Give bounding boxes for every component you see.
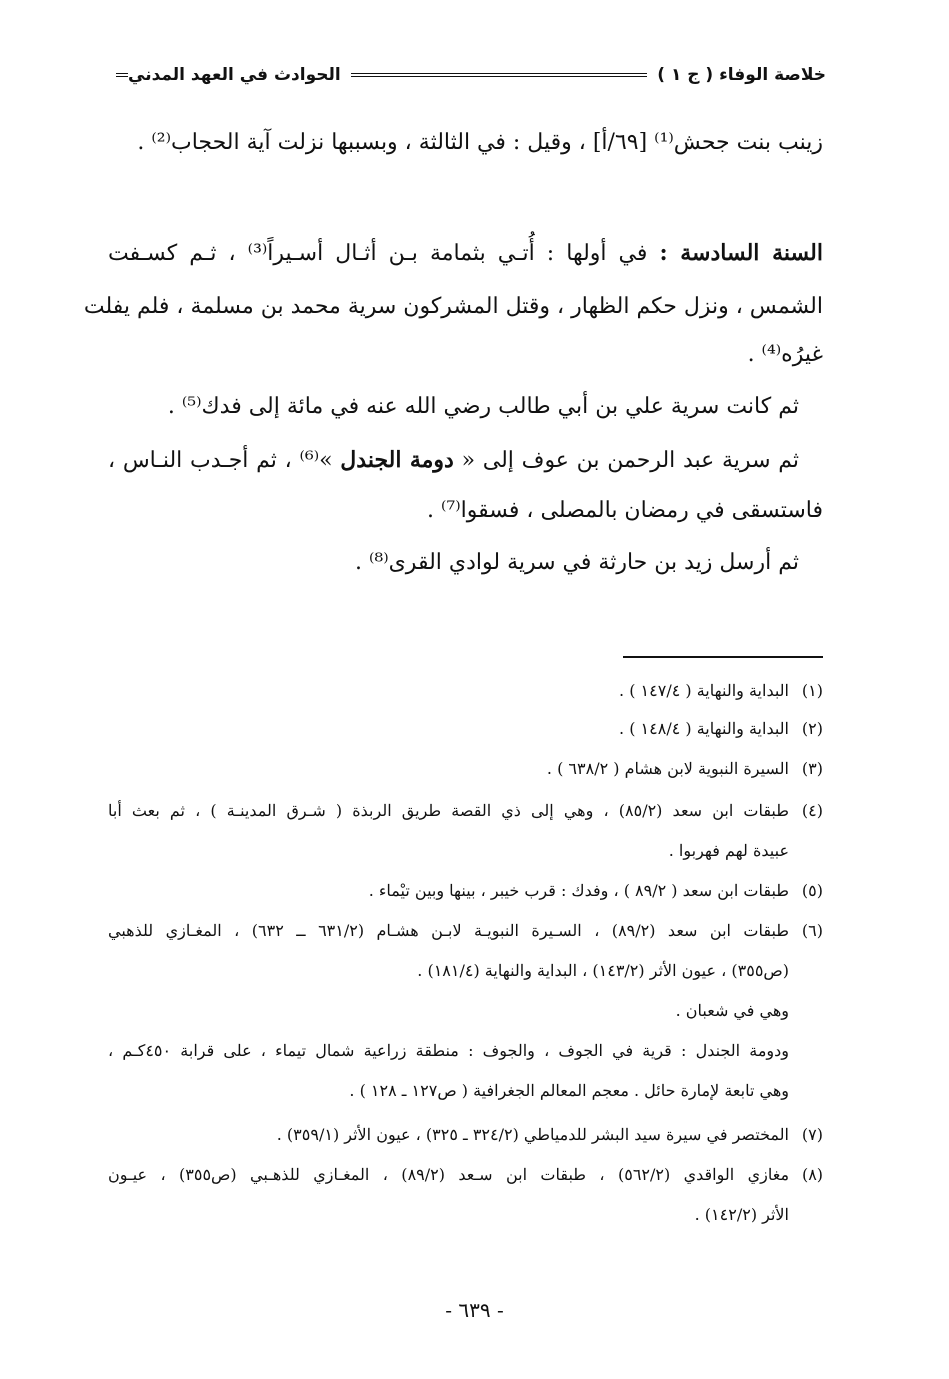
footnote-number: (٥) [801, 881, 823, 900]
footnote-7 [277, 1124, 823, 1146]
body-line-6b: »⁽⁶⁾ ، ثم أجـدب النـاس ، [108, 448, 341, 473]
footnote-3 [547, 758, 823, 780]
footnote-text: طبقات ابن سعد (٨٩/٢) ، السـيرة النبويـة لابـن هشـام (٦٣١/٢ ــ ٦٣٢) ، المغـازي للذهبي [108, 921, 790, 940]
running-header [108, 58, 826, 92]
footnote-number: (٦) [801, 921, 824, 940]
body-line-2 [108, 238, 823, 269]
footnote-number: (١) [801, 681, 823, 700]
footnote-number: (٣) [801, 759, 823, 778]
footnote-4-cont: عبيدة لهم فهربوا . [668, 841, 789, 860]
body-line-6a: ثم سرية عبد الرحمن بن عوف إلى « [453, 448, 799, 473]
footnote-text: السيرة النبوية لابن هشام ( ٦٣٨/٢ ) . [546, 759, 789, 778]
footnote-text: مغازي الواقدي (٥٦٢/٢) ، طبقات ابن سـعد (٨٩/٢) ، المغـازي للذهـبي (ص٣٥٥) ، عيـون [108, 1165, 790, 1184]
footnote-text: طبقات ابن سعد (٨٥/٢) ، وهي إلى ذي القصة طريق الربذة ( شـرق المدينـة ) ، ثم بعث أبا [108, 801, 789, 820]
footnote-6-cont-4: وهي تابعة لإمارة حائل . معجم المعالم الجغرافية ( ص١٢٧ ـ ١٢٨ ) . [349, 1081, 789, 1100]
book-title: خلاصة الوفاء ( ج ١ ) [657, 65, 826, 85]
footnote-8-cont: الأثر (١٤٢/٢) . [694, 1205, 789, 1224]
footnote-number: (٧) [801, 1125, 823, 1144]
page-number: - ٦٣٩ - [445, 1298, 504, 1322]
footnote-8 [108, 1164, 823, 1186]
body-line-5: ثم كانت سرية علي بن أبي طالب رضي الله عنه في مائة إلى فدك⁽⁵⁾ . [167, 394, 799, 419]
section-title: الحوادث في العهد المدني [128, 65, 341, 85]
footnote-text: المختصر في سيرة سيد البشر للدمياطي (٣٢٤/٢ ـ ٣٢٥) ، عيون الأثر (٣٥٩/١) . [276, 1125, 789, 1144]
header-rule-end [116, 73, 128, 77]
body-line-1: زينب بنت جحش⁽¹⁾ [٦٩/أ] ، وقيل : في الثالثة ، وبسببها نزلت آية الحجاب⁽²⁾ . [137, 130, 823, 155]
place-name-bold: دومة الجندل [340, 447, 454, 473]
footnote-6-cont-1: (ص٣٥٥) ، عيون الأثر (١٤٣/٢) ، البداية والنهاية (١٨١/٤) . [417, 961, 789, 980]
body-line-3: الشمس ، ونزل حكم الظهار ، وقتل المشركون سرية محمد بن مسلمة ، فلم يفلت [83, 294, 823, 319]
footnote-5 [369, 880, 823, 902]
footnote-text: البداية والنهاية ( ١٤٧/٤ ) . [619, 681, 789, 700]
year-heading: السنة السادسة : [659, 240, 823, 266]
footnote-1 [619, 680, 823, 702]
footnote-2 [619, 718, 823, 740]
footnote-text: طبقات ابن سعد ( ٨٩/٢ ) ، وفدك : قرب خيبر ، بينها وبين تيْماء . [368, 881, 789, 900]
body-line-4: غيرُه⁽⁴⁾ . [747, 342, 823, 367]
footnote-text: البداية والنهاية ( ١٤٨/٤ ) . [619, 719, 789, 738]
body-line-6 [108, 445, 799, 476]
footnote-separator [623, 656, 823, 658]
footnote-6-cont-3: ودومة الجندل : قرية في الجوف ، والجوف : منطقة زراعية شمال تيماء ، على قرابة ٤٥٠كـم ، [108, 1041, 789, 1060]
footnote-6 [108, 920, 823, 942]
footnote-number: (٨) [801, 1165, 824, 1184]
footnote-number: (٤) [801, 801, 823, 820]
footnote-4 [108, 800, 823, 822]
body-line-8: ثم أرسل زيد بن حارثة في سرية لوادي القرى⁽⁸⁾ . [354, 550, 799, 575]
body-line-2-text: في أولها : أُتـي بثمامة بـن أثـال أسـيراً⁽³⁾ ، ثـم كسـفت [108, 241, 660, 266]
header-rule [351, 73, 648, 77]
footnote-6-cont-2: وهي في شعبان . [675, 1001, 789, 1020]
body-line-7: فاستسقى في رمضان بالمصلى ، فسقوا⁽⁷⁾ . [427, 498, 823, 523]
footnote-number: (٢) [801, 719, 823, 738]
